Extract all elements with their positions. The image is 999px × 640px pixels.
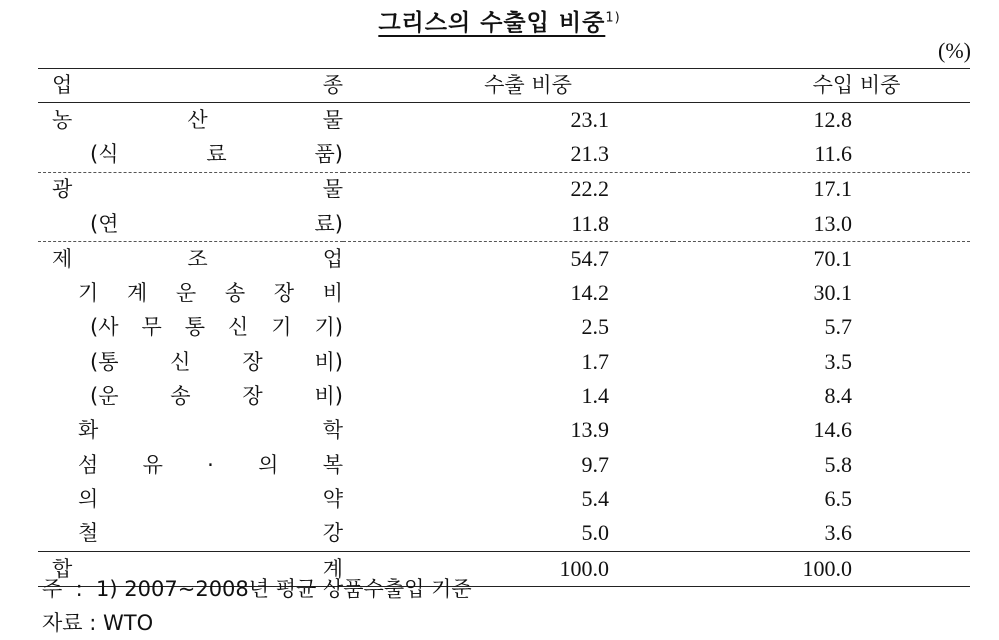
import-cell: 8.4	[824, 383, 852, 409]
row-category	[38, 137, 343, 172]
page-title	[0, 4, 999, 37]
import-cell: 100.0	[673, 551, 970, 586]
category-char: 기	[271, 315, 292, 340]
category-char: 합	[52, 556, 73, 581]
row-category	[38, 242, 343, 277]
category-char: ·	[207, 452, 214, 477]
export-cell: 23.1	[570, 106, 609, 132]
table-row	[38, 207, 970, 242]
footnotes	[42, 572, 472, 640]
header-export-label: 수출 비중	[484, 73, 572, 97]
title-text: 그리스의 수출입 비중	[378, 10, 606, 36]
import-cell: 13.0	[813, 210, 852, 236]
category-char: 장	[242, 349, 263, 374]
category-char: 기)	[314, 315, 343, 340]
import-cell: 5.7	[824, 314, 852, 340]
export-cell: 11.8	[571, 210, 609, 236]
category-char: 조	[187, 246, 208, 271]
category-char: 품)	[314, 141, 343, 166]
export-cell: 9.7	[581, 451, 609, 477]
export-cell: 1.4	[581, 383, 609, 409]
export-cell: 100.0	[343, 551, 673, 586]
category-char: 신	[170, 349, 191, 374]
export-cell: 1.7	[581, 348, 609, 374]
export-cell: 2.5	[581, 314, 609, 340]
category-char: 비)	[314, 384, 343, 409]
header-category-char: 종	[322, 73, 343, 97]
row-category	[38, 276, 343, 310]
category-char: 유	[142, 452, 163, 477]
table-row	[38, 345, 970, 379]
row-category	[38, 345, 343, 379]
category-char: 복	[322, 452, 343, 477]
row-category	[38, 379, 343, 413]
row-category	[38, 448, 343, 482]
import-cell: 11.6	[814, 140, 852, 166]
table-row	[38, 414, 970, 448]
trade-share-table	[38, 68, 970, 587]
category-char: 송	[170, 384, 191, 409]
header-export	[343, 69, 673, 103]
row-category	[38, 172, 343, 207]
row-category	[38, 482, 343, 516]
category-char: 화	[78, 418, 99, 443]
category-char: 농	[52, 107, 73, 132]
export-cell: 22.2	[343, 172, 673, 207]
category-char: 의	[258, 452, 279, 477]
category-char: 업	[322, 246, 343, 271]
table-row	[38, 448, 970, 482]
category-char: 장	[242, 384, 263, 409]
category-char: 비	[322, 281, 343, 306]
import-cell: 3.6	[824, 520, 852, 546]
import-cell: 70.1	[673, 242, 970, 277]
table-row	[38, 103, 970, 138]
row-category	[38, 311, 343, 345]
export-cell: 14.2	[570, 280, 609, 306]
category-char: 통	[184, 315, 206, 340]
table-row	[38, 137, 970, 172]
header-category	[38, 69, 343, 103]
category-char: 의	[78, 486, 99, 511]
row-category	[38, 103, 343, 138]
export-cell: 54.7	[343, 242, 673, 277]
source-text: 자료 : WTO	[42, 611, 154, 635]
category-char: 무	[141, 315, 162, 340]
category-char: 섬	[78, 452, 99, 477]
table-row	[38, 172, 970, 207]
category-char: (통	[90, 349, 119, 374]
category-char: 물	[322, 177, 343, 202]
category-char: (연	[90, 211, 119, 236]
import-cell: 14.6	[813, 417, 852, 443]
import-cell: 6.5	[824, 485, 852, 511]
export-cell: 5.4	[581, 485, 609, 511]
category-char: 료	[206, 141, 227, 166]
category-char: 송	[224, 281, 246, 306]
export-cell: 13.9	[570, 417, 609, 443]
category-char: 계	[126, 281, 148, 306]
header-import	[673, 69, 970, 103]
category-char: 약	[322, 486, 343, 511]
table-row	[38, 517, 970, 552]
category-char: 학	[322, 418, 343, 443]
category-char: 물	[322, 107, 343, 132]
category-char: (식	[90, 141, 119, 166]
footnote-text: 주 : 1) 2007~2008년 평균 상품수출입 기준	[42, 577, 472, 601]
table-row	[38, 242, 970, 277]
table-row	[38, 276, 970, 310]
category-char: 강	[322, 521, 343, 546]
category-char: 기	[78, 281, 99, 306]
category-char: 철	[78, 521, 99, 546]
table-row	[38, 311, 970, 345]
category-char: 제	[52, 246, 73, 271]
category-char: 신	[227, 315, 249, 340]
import-cell: 5.8	[824, 451, 852, 477]
import-cell: 17.1	[673, 172, 970, 207]
category-char: 산	[187, 107, 208, 132]
export-cell: 21.3	[570, 140, 609, 166]
category-char: 장	[273, 281, 295, 306]
import-cell: 30.1	[813, 280, 852, 306]
category-char: 계	[322, 556, 343, 581]
category-char: 운	[175, 281, 197, 306]
table-row	[38, 482, 970, 516]
table-header-row	[38, 69, 970, 103]
category-char: (사	[90, 315, 119, 340]
title-footnote-marker: 1)	[605, 10, 621, 26]
row-category	[38, 414, 343, 448]
category-char: 비)	[314, 349, 343, 374]
header-import-label: 수입 비중	[812, 73, 901, 97]
export-cell: 5.0	[581, 520, 609, 546]
row-category	[38, 207, 343, 242]
row-category	[38, 517, 343, 552]
category-char: 광	[52, 177, 73, 202]
import-cell: 3.5	[824, 348, 852, 374]
header-category-char: 업	[52, 73, 73, 97]
table-row	[38, 379, 970, 413]
category-char: (운	[90, 384, 119, 409]
import-cell: 12.8	[813, 106, 852, 132]
unit-label: (%)	[938, 38, 971, 63]
category-char: 료)	[314, 211, 343, 236]
